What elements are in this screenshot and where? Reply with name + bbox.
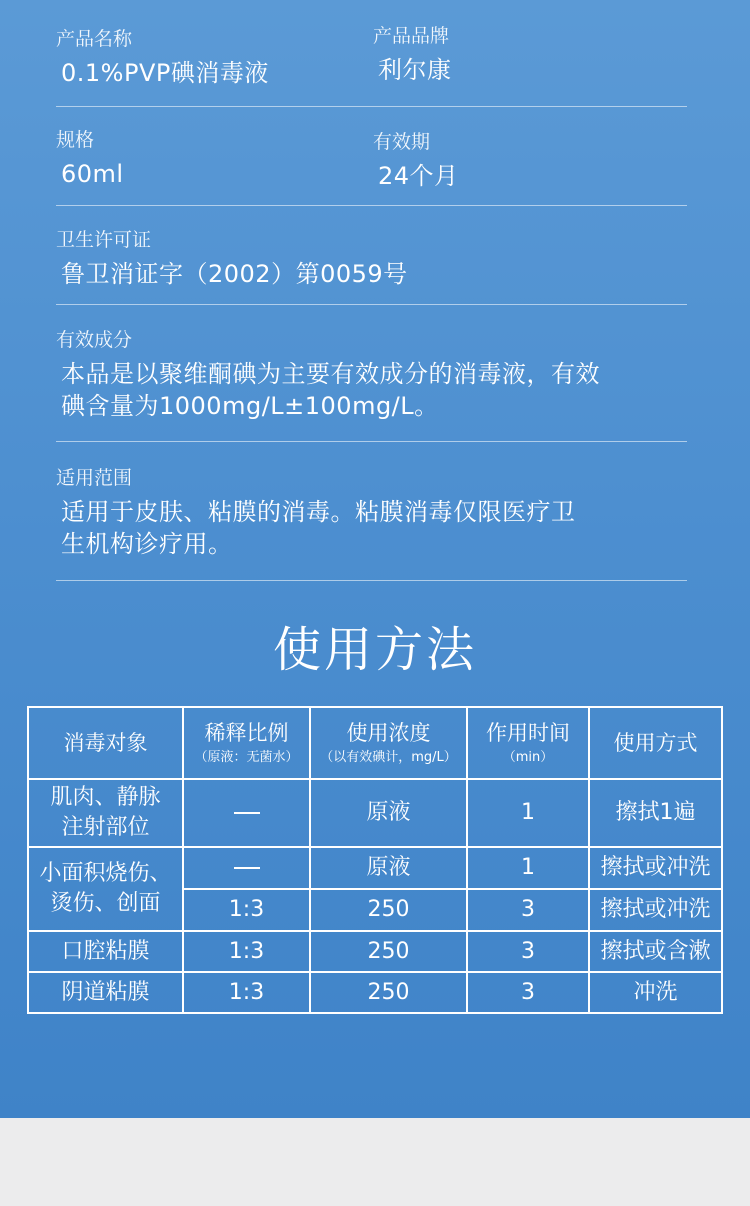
cell-concentration: 原液 (310, 779, 467, 847)
cell-time: 3 (467, 931, 589, 972)
spec-label: 规格 (56, 129, 95, 151)
header-concentration: 使用浓度 （以有效碘计，mg/L） (310, 707, 467, 779)
table-row (28, 972, 722, 1013)
header-method: 使用方式 (589, 707, 722, 779)
header-object: 消毒对象 (28, 707, 183, 779)
scope-label: 适用范围 (56, 467, 133, 489)
divider (56, 304, 687, 305)
cell-concentration: 250 (310, 972, 467, 1013)
divider (56, 106, 687, 107)
dash-mark (234, 867, 260, 869)
cell-concentration: 250 (310, 931, 467, 972)
license-field (56, 228, 408, 290)
ingredients-line: 本品是以聚维酮碘为主要有效成分的消毒液，有效 (61, 360, 600, 388)
divider (56, 441, 687, 442)
license-label: 卫生许可证 (56, 229, 152, 251)
scope-line: 适用于皮肤、粘膜的消毒。粘膜消毒仅限医疗卫 (61, 498, 576, 526)
table-row (28, 931, 722, 972)
cell-ratio (183, 779, 310, 847)
scope-field (56, 466, 661, 560)
cell-concentration: 250 (310, 889, 467, 931)
cell-method: 擦拭1遍 (589, 779, 722, 847)
cell-time: 3 (467, 889, 589, 931)
cell-ratio: 1:3 (183, 889, 310, 931)
divider (56, 205, 687, 206)
cell-method: 擦拭或冲洗 (589, 847, 722, 889)
validity-label: 有效期 (373, 131, 431, 153)
page-bottom-band (0, 1118, 750, 1206)
product-name-value: 0.1%PVP碘消毒液 (61, 59, 269, 87)
cell-object: 小面积烧伤、 烫伤、创面 (28, 847, 183, 931)
cell-method: 擦拭或含漱 (589, 931, 722, 972)
brand-field (373, 24, 452, 86)
cell-ratio: 1:3 (183, 972, 310, 1013)
cell-time: 1 (467, 779, 589, 847)
ingredients-text (56, 358, 661, 422)
license-value: 鲁卫消证字（2002）第0059号 (61, 260, 408, 288)
validity-field (373, 130, 459, 192)
dash-mark (234, 812, 260, 814)
cell-time: 1 (467, 847, 589, 889)
scope-text (56, 496, 661, 560)
cell-method: 冲洗 (589, 972, 722, 1013)
table-header-row (28, 707, 722, 779)
product-name-label: 产品名称 (56, 28, 133, 50)
usage-table (27, 706, 723, 1014)
usage-section-title: 使用方法 (272, 622, 477, 678)
cell-method: 擦拭或冲洗 (589, 889, 722, 931)
table-row (28, 847, 722, 889)
cell-time: 3 (467, 972, 589, 1013)
cell-ratio (183, 847, 310, 889)
table-row (28, 779, 722, 847)
scope-line: 生机构诊疗用。 (61, 530, 233, 558)
brand-label: 产品品牌 (373, 25, 450, 47)
validity-value: 24个月 (378, 162, 459, 190)
cell-object: 肌肉、静脉 注射部位 (28, 779, 183, 847)
ingredients-line: 碘含量为1000mg/L±100mg/L。 (61, 392, 439, 420)
spec-field (56, 128, 124, 190)
cell-ratio: 1:3 (183, 931, 310, 972)
ingredients-field (56, 328, 661, 422)
cell-object: 阴道粘膜 (28, 972, 183, 1013)
ingredients-label: 有效成分 (56, 329, 133, 351)
spec-value: 60ml (61, 160, 124, 188)
cell-object: 口腔粘膜 (28, 931, 183, 972)
cell-concentration: 原液 (310, 847, 467, 889)
header-ratio: 稀释比例 （原液：无菌水） (183, 707, 310, 779)
brand-value: 利尔康 (378, 56, 452, 84)
divider (56, 580, 687, 581)
header-time: 作用时间 （min） (467, 707, 589, 779)
product-name-field (56, 27, 269, 89)
